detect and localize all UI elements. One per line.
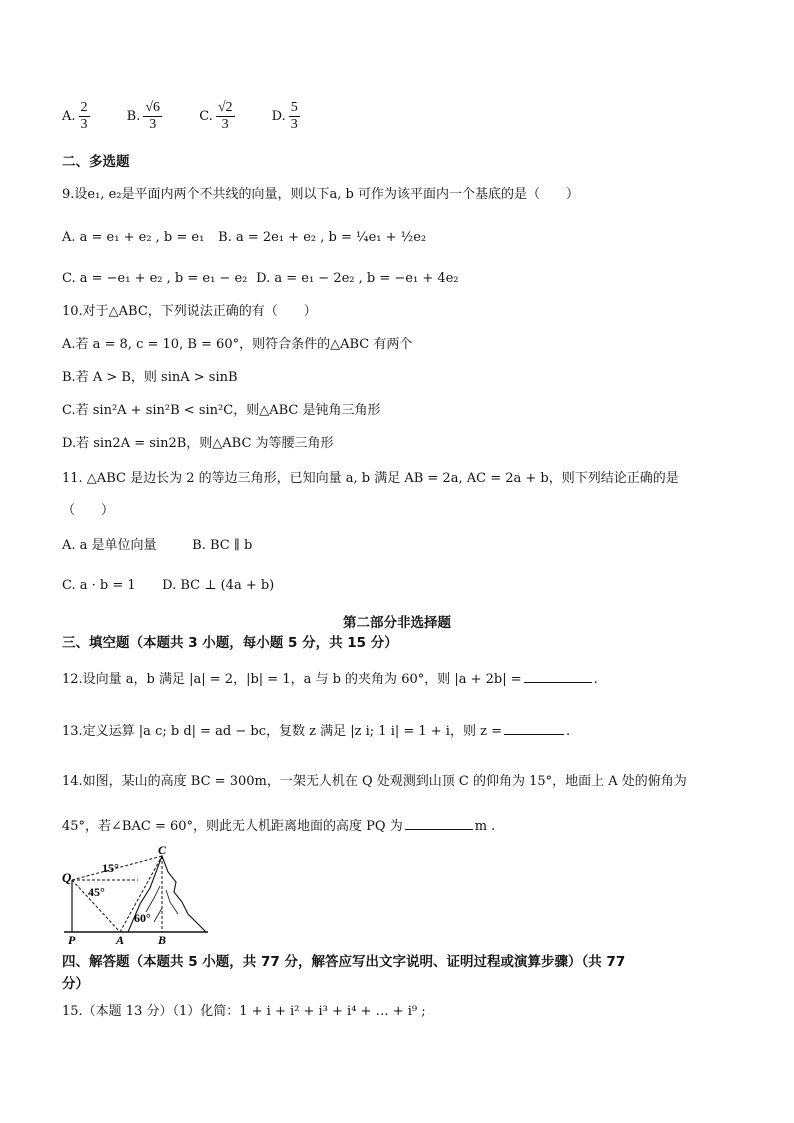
q11-option-a: A. a 是单位向量 [62, 538, 157, 553]
q9-option-b: B. a = 2e₁ + e₂ , b = ¼e₁ + ½e₂ [218, 230, 427, 245]
q9-option-d: D. a = e₁ − 2e₂ , b = −e₁ + 4e₂ [256, 271, 459, 286]
q11-option-ab [62, 537, 252, 555]
label-angle-15: 15° [102, 861, 119, 875]
label-q: Q [62, 870, 72, 885]
label-b: B [158, 933, 167, 946]
q13-end: . [565, 724, 571, 739]
q14-end: m . [474, 819, 496, 834]
q9-option-c: C. a = −e₁ + e₂ , b = e₁ − e₂ [62, 271, 248, 286]
q11-option-d: D. BC ⊥ (4a + b) [162, 578, 275, 593]
q13-text: 13.定义运算 |a c; b d| = ad − bc，复数 z 满足 |z i; 1 i| = 1 + i，则 z = [62, 724, 502, 739]
q10-option-c: C.若 sin²A + sin²B < sin²C，则△ABC 是钝角三角形 [62, 403, 381, 418]
section-fill-in: 三、填空题（本题共 3 小题，每小题 5 分，共 15 分） [62, 635, 398, 651]
q8-choice-b: B. $\frac{√6}{3}$ [126, 100, 161, 132]
mountain-drone-figure [58, 842, 218, 946]
section-solutions-cont: 分） [62, 976, 89, 992]
q12-text: 12.设向量 a，b 满足 |a| = 2，|b| = 1，a 与 b 的夹角为 60°，则 |a + 2b| = [62, 672, 522, 687]
q12-end: . [593, 672, 598, 687]
part-two-title: 第二部分非选择题 [343, 615, 451, 631]
q8-choices [62, 100, 333, 133]
q14-line2: 45°，若∠BAC = 60°，则此无人机距离地面的高度 PQ 为 [62, 819, 403, 834]
q11-stem: 11. △ABC 是边长为 2 的等边三角形，已知向量 a, b 满足 AB = 2a, AC = 2a + b，则下列结论正确的是 [62, 471, 679, 486]
label-c: C [158, 843, 167, 857]
q15: 15.（本题 13 分）（1）化简：1 + i + i² + i³ + i⁴ + … + i⁹ ; [62, 1004, 426, 1019]
q10-option-b: B.若 A > B，则 sinA > sinB [62, 370, 238, 385]
q14-line2-wrap [62, 815, 495, 836]
q11-option-cd [62, 577, 274, 595]
label-angle-45: 45° [88, 885, 105, 899]
q8-choice-a: A. $\frac{2}{3}$ [62, 100, 88, 132]
q11-option-c: C. a · b = 1 [62, 578, 136, 593]
label-a: A [116, 933, 125, 946]
q10-option-d: D.若 sin2A = sin2B，则△ABC 为等腰三角形 [62, 436, 334, 451]
label-angle-60: 60° [134, 911, 151, 925]
q8-choice-c: C. $\frac{√2}{3}$ [199, 100, 233, 132]
q14-answer-blank[interactable] [405, 815, 473, 830]
q12-answer-blank[interactable] [524, 668, 592, 683]
q9-option-a: A. a = e₁ + e₂ , b = e₁ [62, 230, 205, 245]
q9-option-cd [62, 270, 459, 288]
q8-choice-d: D. $\frac{5}{3}$ [271, 100, 298, 132]
section-multiple-choice: 二、多选题 [62, 154, 130, 170]
q9-option-ab [62, 229, 426, 247]
q12 [62, 668, 598, 689]
section-solutions: 四、解答题（本题共 5 小题，共 77 分，解答应写出文字说明、证明过程或演算步骤）（共 77 [62, 954, 626, 970]
q11-paren: （ ） [62, 503, 115, 518]
q11-option-b: B. BC ∥ b [192, 538, 253, 553]
q10-stem: 10.对于△ABC，下列说法正确的有（ ） [62, 304, 317, 319]
q14-line1: 14.如图，某山的高度 BC = 300m，一架无人机在 Q 处观测到山顶 C 的仰角为 15°，地面上 A 处的俯角为 [62, 774, 687, 789]
q13 [62, 720, 570, 741]
q9-stem: 9.设e₁, e₂是平面内两个不共线的向量，则以下a, b 可作为该平面内一个基底的是（ ） [62, 187, 579, 202]
label-p: P [68, 933, 76, 946]
q10-option-a: A.若 a = 8, c = 10, B = 60°，则符合条件的△ABC 有两个 [62, 337, 413, 352]
q13-answer-blank[interactable] [504, 720, 564, 735]
